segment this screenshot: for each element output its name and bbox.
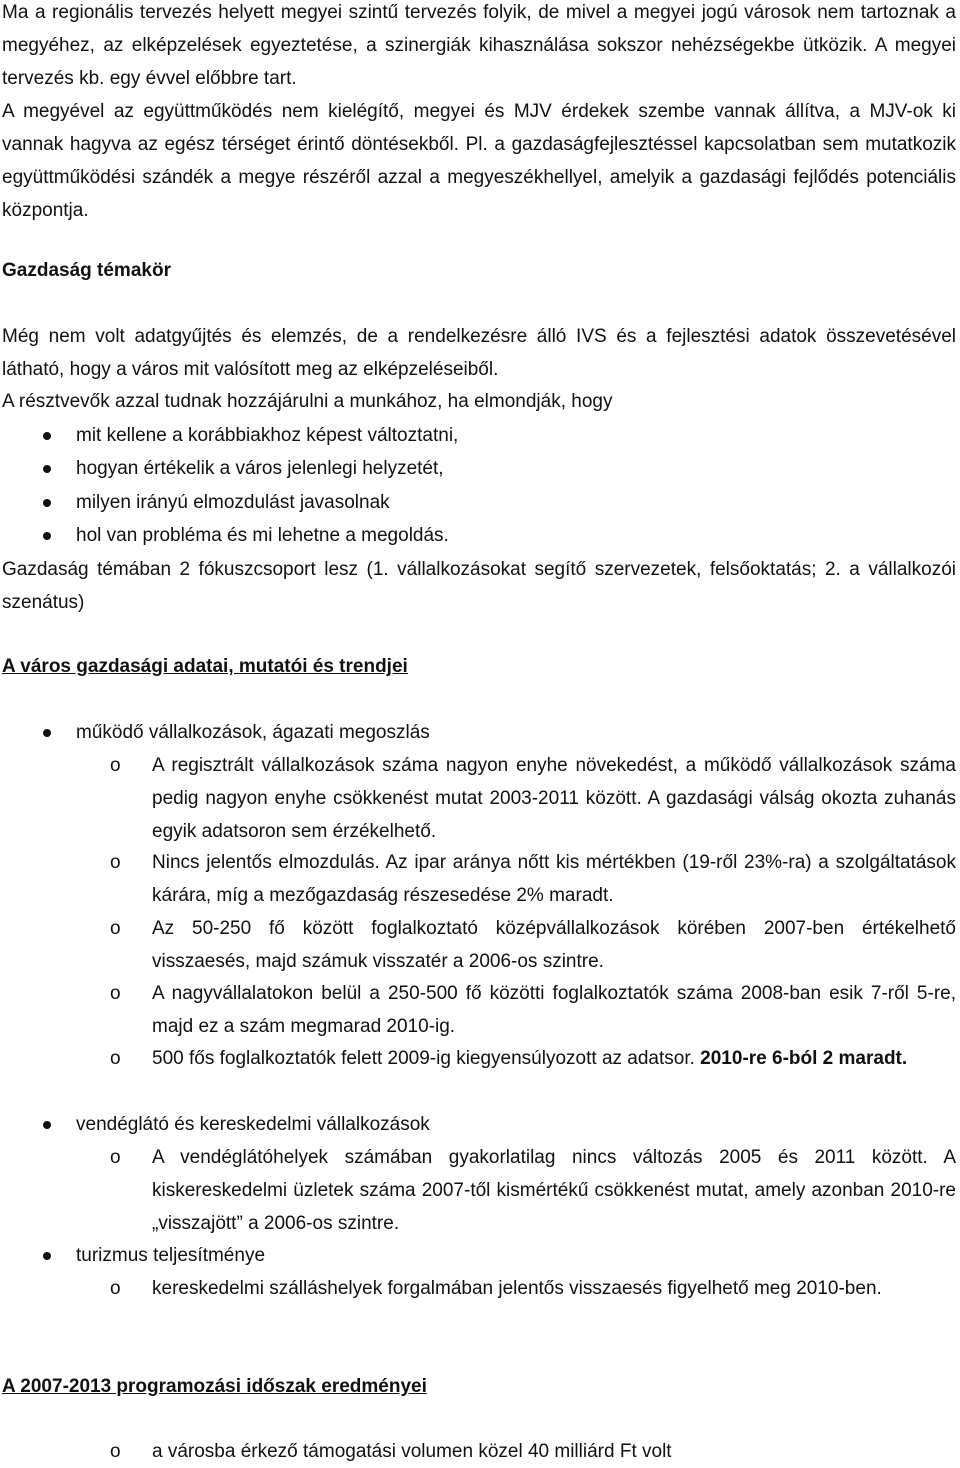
- list-item-text: hol van probléma és mi lehetne a megoldás.: [76, 525, 449, 546]
- list-item-text: mit kellene a korábbiakhoz képest változtatni,: [76, 425, 459, 446]
- circle-bullet-icon: o: [110, 852, 121, 873]
- sub-list-item-text: Az 50-250 fő között foglalkoztató középvállalkozások körében 2007-ben értékelhető visszaesés, majd számuk visszatér a 2006-os szintre.: [152, 918, 956, 972]
- list-item-text: turizmus teljesítménye: [76, 1245, 266, 1266]
- circle-bullet-icon: o: [110, 983, 121, 1004]
- sub-list-item-text: A regisztrált vállalkozások száma nagyon enyhe növekedést, a működő vállalkozások száma pedig nagyon enyhe csökkenést mutat 2003-2011 között. A gazdasági válság okozta zuhanás egyik adatsoron sem érzékelhető.: [152, 755, 956, 842]
- bullet-icon: [43, 1108, 52, 1141]
- gazdasag-paragraph-2: A résztvevők azzal tudnak hozzájárulni a munkához, ha elmondják, hogy: [2, 391, 613, 412]
- circle-bullet-icon: o: [110, 1278, 121, 1299]
- sub-list-item-text: Nincs jelentős elmozdulás. Az ipar aránya nőtt kis mértékben (19-ről 23%-ra) a szolgáltatások kárára, míg a mezőgazdaság részesedése 2% maradt.: [152, 852, 956, 906]
- sub-list-item-text: a városba érkező támogatási volumen közel 40 milliárd Ft volt: [152, 1441, 672, 1462]
- section-heading-adatok: A város gazdasági adatai, mutatói és trendjei: [2, 656, 408, 677]
- gazdasag-paragraph-3: Gazdaság témában 2 fókuszcsoport lesz (1. vállalkozásokat segítő szervezetek, felsőoktatás; 2. a vállalkozói szenátus): [2, 559, 956, 613]
- bullet-icon: [43, 452, 52, 485]
- sub-list-item-text: [152, 1042, 956, 1075]
- bullet-icon: [43, 716, 52, 749]
- intro-paragraph-2: A megyével az együttműködés nem kielégítő, megyei és MJV érdekek szembe vannak állítva, a MJV-ok ki vannak hagyva az egész térséget érintő döntésekből. Pl. a gazdaságfejlesztéssel kapcsolatban sem mutatkozik együttműködési szándék a megye részéről azzal a megyeszékhellyel, amelyik a gazdasági fejlődés potenciális központja.: [2, 101, 956, 221]
- bullet-icon: [43, 419, 52, 452]
- bullet-icon: [43, 519, 52, 552]
- circle-bullet-icon: o: [110, 1147, 121, 1168]
- sub-list-item-text: A nagyvállalatokon belül a 250-500 fő közötti foglalkoztatók száma 2008-ban esik 7-ről 5-re, majd ez a szám megmarad 2010-ig.: [152, 983, 956, 1037]
- list-item-text: hogyan értékelik a város jelenlegi helyzetét,: [76, 458, 444, 479]
- circle-bullet-icon: o: [110, 1048, 121, 1069]
- list-item-text: vendéglátó és kereskedelmi vállalkozások: [76, 1114, 430, 1135]
- list-item-text: működő vállalkozások, ágazati megoszlás: [76, 722, 430, 743]
- section-heading-program: A 2007-2013 programozási időszak eredményei: [2, 1376, 427, 1397]
- circle-bullet-icon: o: [110, 918, 121, 939]
- sub-list-item-plain: 500 fős foglalkoztatók felett 2009-ig kiegyensúlyozott az adatsor.: [152, 1048, 701, 1069]
- gazdasag-paragraph-1: Még nem volt adatgyűjtés és elemzés, de a rendelkezésre álló IVS és a fejlesztési adatok összevetésével látható, hogy a város mit valósított meg az elképzeléseiből.: [2, 326, 956, 380]
- circle-bullet-icon: o: [110, 755, 121, 776]
- section-heading-gazdasag: Gazdaság témakör: [2, 260, 171, 281]
- list-item-text: milyen irányú elmozdulást javasolnak: [76, 492, 390, 513]
- sub-list-item-text: A vendéglátóhelyek számában gyakorlatilag nincs változás 2005 és 2011 között. A kiskereskedelmi üzletek száma 2007-től kismértékű csökkenést mutat, amely azonban 2010-re „visszajött” a 2006-os szintre.: [152, 1147, 956, 1234]
- circle-bullet-icon: o: [110, 1441, 121, 1462]
- sub-list-item-emphasis: 2010-re 6-ból 2 maradt.: [700, 1048, 908, 1069]
- intro-paragraph-1: Ma a regionális tervezés helyett megyei szintű tervezés folyik, de mivel a megyei jogú városok nem tartoznak a megyéhez, az elképzelések egyeztetése, a szinergiák kihasználása sokszor nehézségekbe ütközik. A megyei tervezés kb. egy évvel előbbre tart.: [2, 2, 956, 89]
- bullet-icon: [43, 486, 52, 519]
- sub-list-item-text: kereskedelmi szálláshelyek forgalmában jelentős visszaesés figyelhető meg 2010-ben.: [152, 1278, 882, 1299]
- bullet-icon: [43, 1239, 52, 1272]
